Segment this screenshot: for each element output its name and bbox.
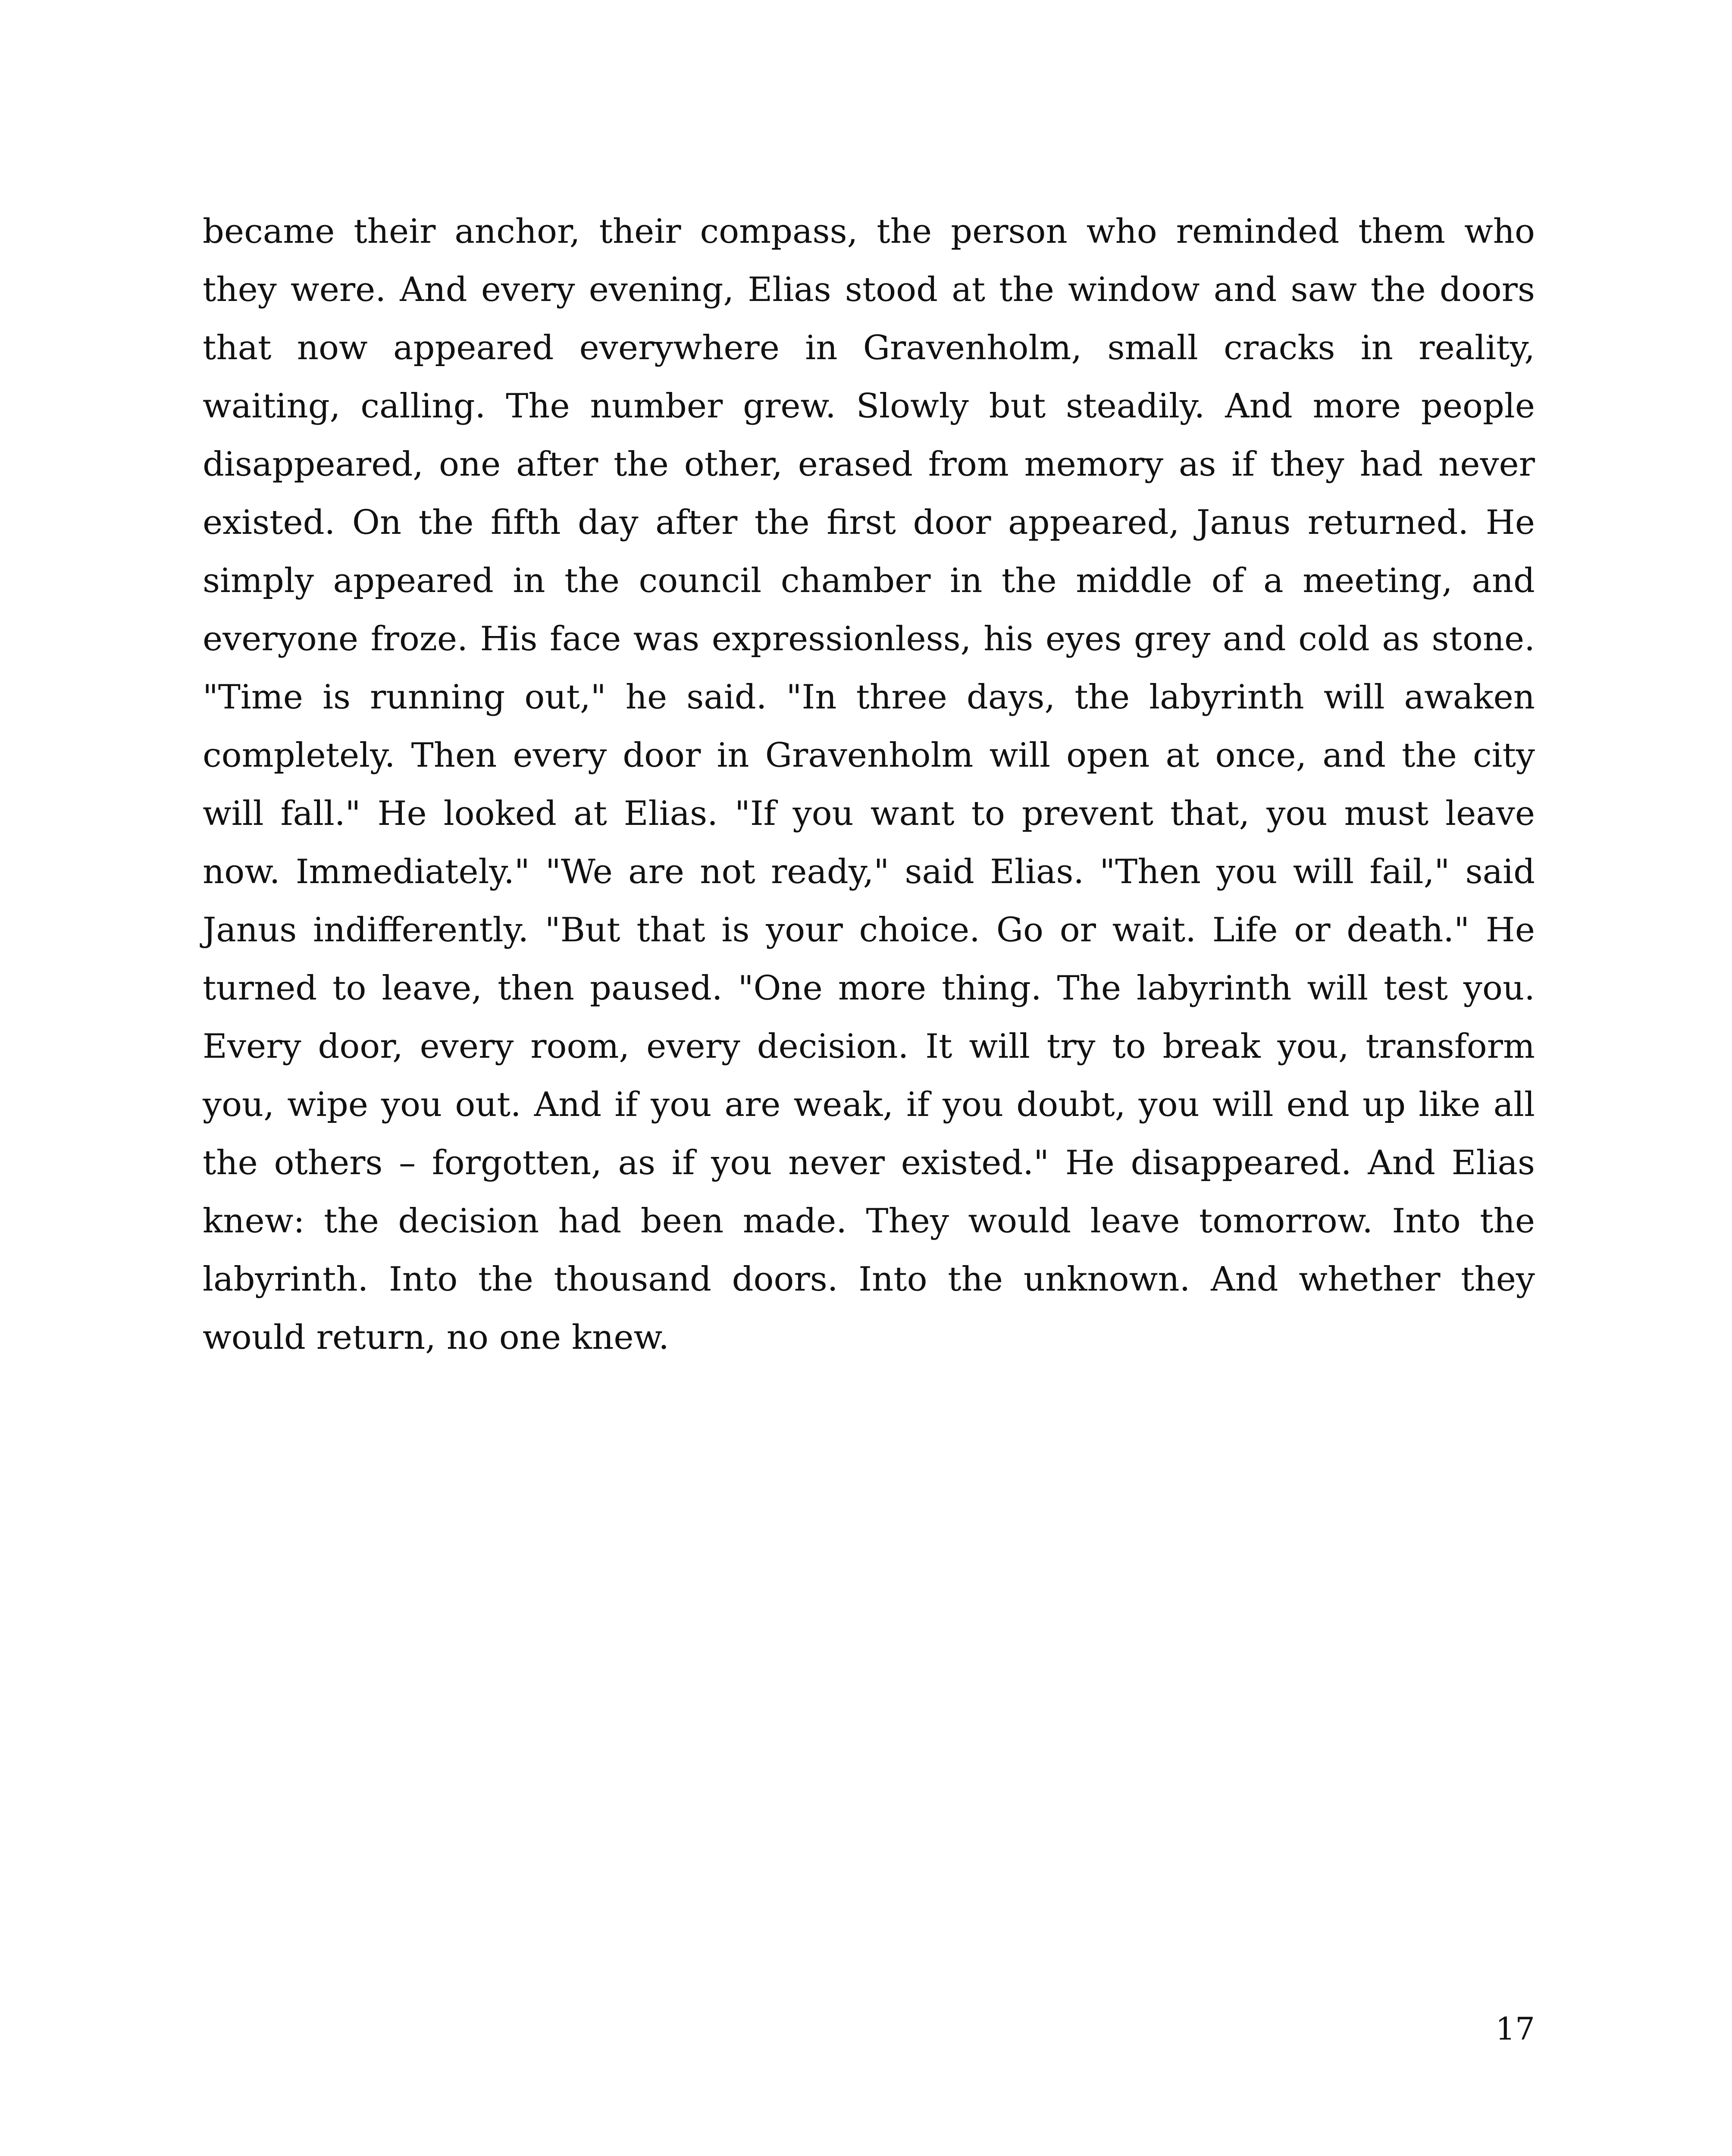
body-paragraph: became their anchor, their compass, the person who reminded them who they were. And every evening, Elias stood at the window and saw the doors that now appeared everywhere in Gravenholm, small cracks in reality, waiting, calling. The number grew. Slowly but steadily. And more people disappeared, one after the other, erased from memory as if they had never existed. On the fifth day after the first door appeared, Janus returned. He simply appeared in the council chamber in the middle of a meeting, and everyone froze. His face was expressionless, his eyes grey and cold as stone. "Time is running out," he said. "In three days, the labyrinth will awaken completely. Then every door in Gravenholm will open at once, and the city will fall." He looked at Elias. "If you want to prevent that, you must leave now. Immediately." "We are not ready," said Elias. "Then you will fail," said Janus indifferently. "But that is your choice. Go or wait. Life or death." He turned to leave, then paused. "One more thing. The labyrinth will test you. Every door, every room, every decision. It will try to break you, transform you, wipe you out. And if you are weak, if you doubt, you will end up like all the others – forgotten, as if you never existed." He disappeared. And Elias knew: the decision had been made. They would leave tomorrow. Into the labyrinth. Into the thousand doors. Into the unknown. And whether they would return, no one knew.	[203, 212, 1535, 1357]
page-number: 17	[1495, 2011, 1535, 2047]
